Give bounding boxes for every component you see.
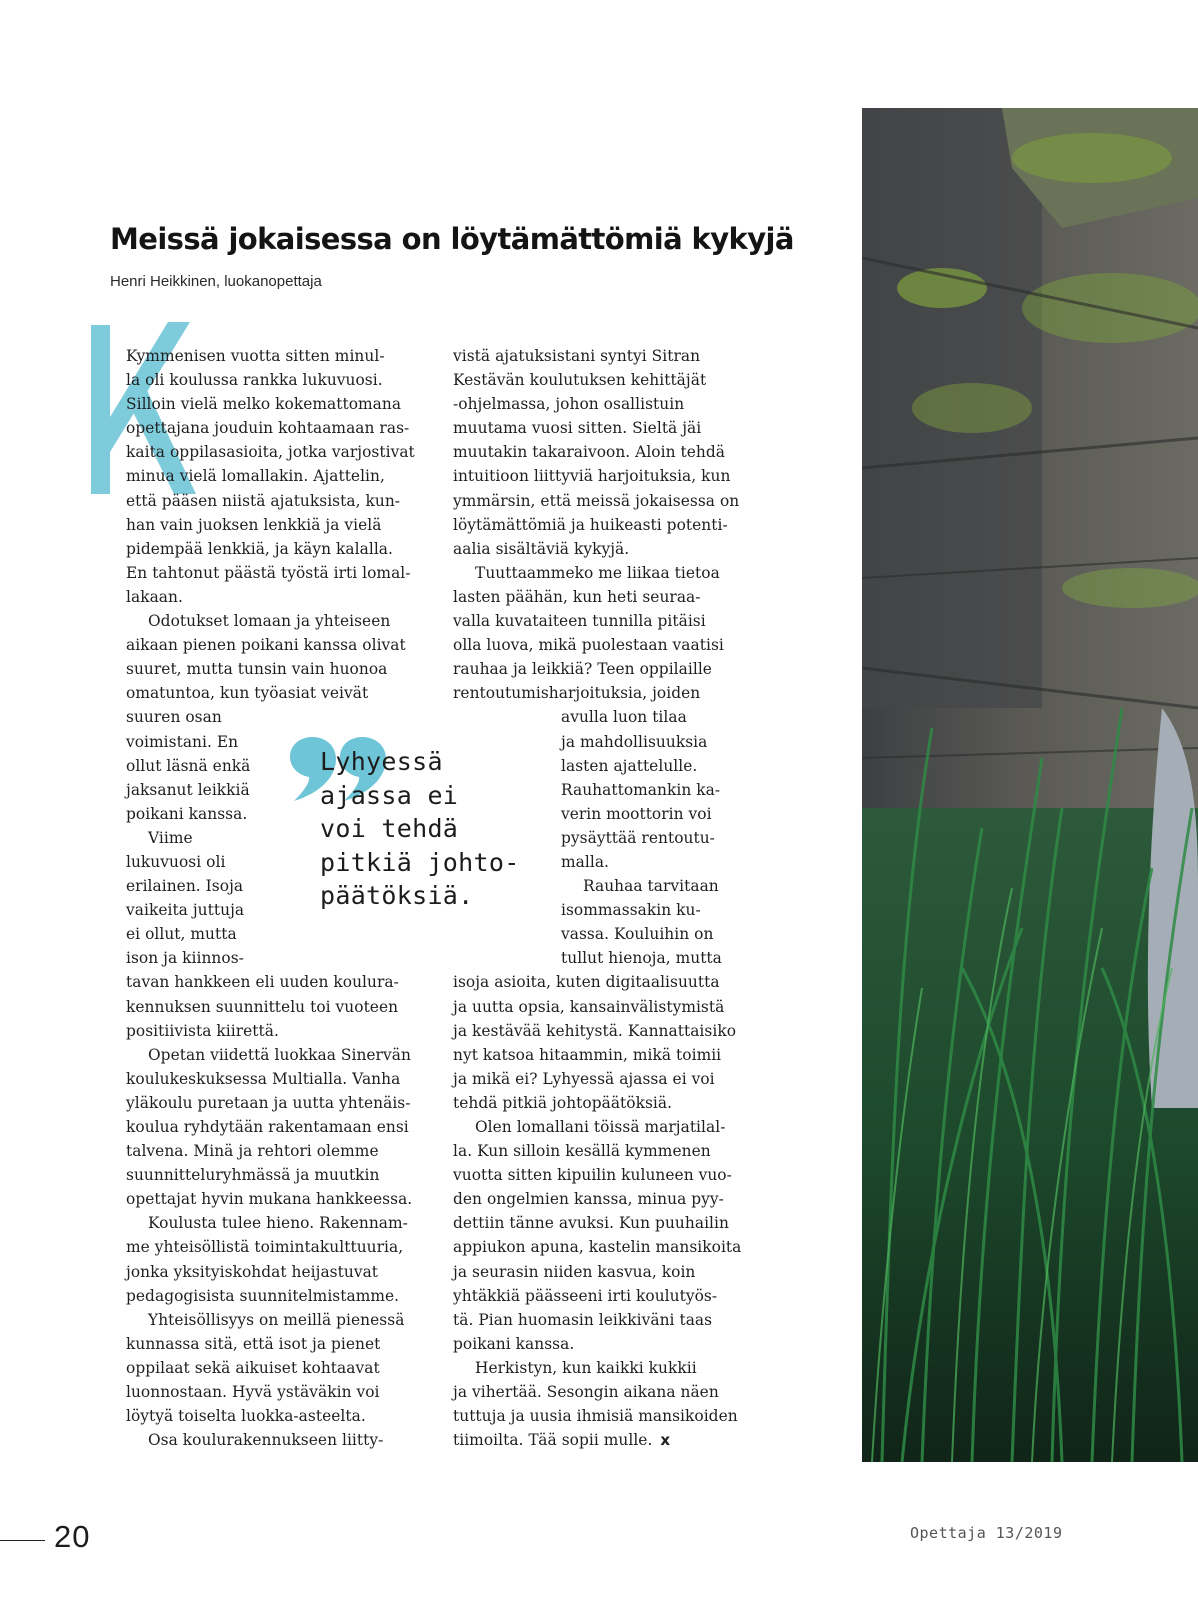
text-line [126, 1332, 415, 1356]
text-line-content: poikani kanssa. [126, 804, 248, 823]
text-line [126, 681, 415, 705]
text-line [126, 1187, 415, 1211]
text-line-content: oppilaat sekä aikuiset kohtaavat [126, 1358, 380, 1377]
end-mark-icon: x [660, 1431, 671, 1450]
text-line-content: valla kuvataiteen tunnilla pitäisi [453, 612, 706, 631]
text-line-content: vassa. Kouluihin on [561, 925, 714, 944]
text-line [126, 1428, 415, 1452]
text-line [453, 464, 741, 488]
text-line [126, 922, 415, 946]
text-line-content: appiukon apuna, kastelin mansikoita [453, 1238, 742, 1257]
text-line-content: tiimoilta. Tää sopii mulle. [453, 1431, 653, 1450]
text-line-content: kennuksen suunnittelu toi vuoteen [126, 997, 399, 1016]
text-line-content: suuret, mutta tunsin vain huonoa [126, 660, 388, 679]
text-line-content: että pääsen niistä ajatuksista, kun- [126, 491, 401, 510]
text-line [453, 1260, 741, 1284]
pull-quote-line: päätöksiä. [320, 881, 474, 910]
text-line [126, 416, 415, 440]
text-line-content: ja mahdollisuuksia [561, 732, 708, 751]
text-line [453, 1356, 741, 1380]
text-line-content: me yhteisöllistä toimintakulttuuria, [126, 1238, 404, 1257]
text-line [126, 826, 415, 850]
text-line [453, 1380, 741, 1404]
text-line [126, 392, 415, 416]
text-line [453, 585, 741, 609]
text-line-content: Olen lomallani töissä marjatilal- [475, 1118, 726, 1136]
article-column-1 [126, 344, 415, 1452]
text-line-content: ison ja kiinnos- [126, 949, 244, 968]
text-line-content: pidempää lenkkiä, ja käyn kalalla. [126, 539, 393, 558]
text-line [453, 537, 741, 561]
text-line-content: avulla luon tilaa [561, 708, 687, 727]
text-line-content: lukuvuosi oli [126, 852, 226, 871]
text-line-content: erilainen. Isoja [126, 877, 244, 896]
text-line-content: la. Kun silloin kesällä kymmenen [453, 1142, 711, 1161]
text-line-content: kunnassa sitä, että isot ja pienet [126, 1334, 381, 1353]
text-line [126, 1356, 415, 1380]
text-line-content: Rauhattomankin ka- [561, 780, 721, 799]
drop-cap-stem [91, 325, 110, 494]
text-line [453, 440, 741, 464]
text-line-content: löytämättömiä ja huikeasti potenti- [453, 515, 728, 534]
text-line [453, 1067, 741, 1091]
text-line-content: ei ollut, mutta [126, 925, 237, 944]
text-line [453, 1332, 741, 1356]
text-line [453, 489, 741, 513]
text-line-content: ja vihertää. Sesongin aikana näen [453, 1383, 719, 1402]
text-line-content: ja kestävää kehitystä. Kannattaisiko [453, 1021, 737, 1040]
text-line [126, 1284, 415, 1308]
text-line [126, 344, 415, 368]
text-line-content: lasten ajattelulle. [561, 756, 698, 775]
text-line-content: rauhaa ja leikkiä? Teen oppilaille [453, 660, 712, 679]
text-line-content: rentoutumisharjoituksia, joiden [453, 684, 701, 703]
text-line-content: dettiin tänne avuksi. Kun puuhailin [453, 1214, 729, 1233]
text-line-content: talvena. Minä ja rehtori olemme [126, 1142, 379, 1161]
text-line [126, 440, 415, 464]
article-title: Meissä jokaisessa on löytämättömiä kykyjä [110, 222, 794, 256]
text-line [453, 1284, 741, 1308]
text-line-content: isoja asioita, kuten digitaalisuutta [453, 973, 720, 992]
text-line-content: yläkoulu puretaan ja uutta yhtenäis- [126, 1093, 411, 1112]
text-line-content: Kestävän koulutuksen kehittäjät [453, 371, 707, 390]
article-column-2 [453, 344, 741, 1452]
pull-quote-line: pitkiä johto- [320, 847, 520, 877]
text-line [453, 874, 741, 898]
text-line-content: ja seurasin niiden kasvua, koin [453, 1262, 696, 1281]
text-line-content: nyt katsoa hitaammin, mikä toimii [453, 1045, 722, 1064]
text-line [126, 1019, 415, 1043]
text-line-content: luonnostaan. Hyvä ystäväkin voi [126, 1383, 380, 1402]
text-line-content: tuttuja ja uusia ihmisiä mansikoiden [453, 1407, 738, 1426]
text-line-content: vistä ajatuksistani syntyi Sitran [453, 347, 701, 365]
text-line [453, 1115, 741, 1139]
article-photo [862, 108, 1198, 1462]
text-line [453, 633, 741, 657]
text-line-content: koulua ryhdytään rakentamaan ensi [126, 1118, 409, 1136]
text-line [453, 1163, 741, 1187]
text-line [453, 1043, 741, 1067]
pull-quote-line: Lyhyessä [320, 747, 443, 776]
text-line [453, 995, 741, 1019]
text-line [126, 802, 415, 826]
text-line-content: löytyä toiselta luokka-asteelta. [126, 1407, 366, 1426]
text-line-content: ja uutta opsia, kansainvälistymistä [453, 997, 725, 1016]
text-line-content: isommassakin ku- [561, 901, 701, 920]
text-line-content: opettajana jouduin kohtaamaan ras- [126, 419, 410, 438]
text-line [453, 561, 741, 585]
text-line [126, 1043, 415, 1067]
text-line-content: suunnitteluryhmässä ja muutkin [126, 1166, 380, 1185]
text-line-content: kaita oppilasasioita, jotka varjostivat [126, 443, 415, 462]
text-line [126, 561, 415, 585]
text-line-content: lakaan. [126, 587, 183, 606]
text-line-content: En tahtonut päästä työstä irti lomal- [126, 563, 411, 582]
text-line-content: Rauhaa tarvitaan [583, 877, 719, 896]
text-line [126, 946, 415, 970]
pull-quote-line: ajassa ei [320, 780, 459, 810]
magazine-issue: Opettaja 13/2019 [910, 1524, 1063, 1542]
folio-rule [0, 1540, 45, 1541]
text-line [453, 850, 741, 874]
text-line-content: tavan hankkeen eli uuden koulura- [126, 973, 399, 992]
text-line [126, 1380, 415, 1404]
text-line-content: lasten päähän, kun heti seuraa- [453, 587, 701, 606]
text-line [126, 1091, 415, 1115]
text-line [126, 1067, 415, 1091]
text-line-content: Koulusta tulee hieno. Rakennam- [148, 1214, 408, 1233]
text-line [453, 609, 741, 633]
text-line [126, 1260, 415, 1284]
text-line-content: aikaan pienen poikani kanssa olivat [126, 636, 406, 655]
text-line-content: jonka yksityiskohdat heijastuvat [126, 1262, 379, 1281]
text-line-content: ollut läsnä enkä [126, 756, 251, 775]
text-line-content: poikani kanssa. [453, 1334, 575, 1353]
text-line [126, 489, 415, 513]
text-line [126, 1211, 415, 1235]
text-line-content: Kymmenisen vuotta sitten minul- [126, 347, 385, 365]
text-line [453, 681, 741, 705]
text-line-content: ymmärsin, että meissä jokaisessa on [453, 491, 740, 510]
text-line-content: suuren osan [126, 708, 222, 727]
text-line [453, 730, 741, 754]
text-line [126, 464, 415, 488]
text-line-content: han vain juoksen lenkkiä ja vielä [126, 515, 382, 534]
text-line-content: verin moottorin voi [561, 804, 712, 823]
text-line [126, 730, 415, 754]
text-line-content: positiivista kiirettä. [126, 1021, 279, 1040]
text-line [453, 922, 741, 946]
text-line-content: tä. Pian huomasin leikkiväni taas [453, 1310, 713, 1329]
text-line [453, 368, 741, 392]
text-line [126, 1163, 415, 1187]
text-line [453, 705, 741, 729]
text-line-content: Yhteisöllisyys on meillä pienessä [148, 1310, 405, 1329]
text-line [126, 1235, 415, 1259]
text-line-content: intuitioon liittyviä harjoituksia, kun [453, 467, 731, 486]
text-line [126, 657, 415, 681]
text-line [453, 898, 741, 922]
text-line-content: pysäyttää rentoutu- [561, 828, 715, 847]
text-line-content: Viime [148, 828, 193, 847]
text-line [453, 946, 741, 970]
text-line [126, 970, 415, 994]
text-line [453, 657, 741, 681]
text-line-content: koulukeskuksessa Multialla. Vanha [126, 1069, 401, 1088]
text-line [126, 585, 415, 609]
text-line [126, 898, 415, 922]
text-line [453, 344, 741, 368]
text-line-content: muutakin takaraivoon. Aloin tehdä [453, 443, 725, 462]
text-line [126, 850, 415, 874]
text-line [126, 778, 415, 802]
text-line [453, 1308, 741, 1332]
text-line-content: Osa koulurakennukseen liitty- [148, 1431, 384, 1450]
text-line [453, 1091, 741, 1115]
text-line-content: yhtäkkiä päässeeni irti koulutyös- [453, 1286, 718, 1305]
text-line [453, 1019, 741, 1043]
text-line-content: Tuuttaammeko me liikaa tietoa [475, 563, 720, 582]
text-line-content: omatuntoa, kun työasiat veivät [126, 684, 369, 703]
text-line-content: Opetan viidettä luokkaa Sinervän [148, 1045, 411, 1064]
text-line-content: jaksanut leikkiä [126, 780, 250, 799]
text-line [126, 874, 415, 898]
text-line [453, 802, 741, 826]
text-line-content: vaikeita juttuja [126, 901, 245, 920]
pull-quote-line: voi tehdä [320, 814, 459, 843]
text-line-content: minua vielä lomallakin. Ajattelin, [126, 467, 385, 486]
text-line-content: Silloin vielä melko kokemattomana [126, 395, 402, 414]
text-line-content: vuotta sitten kipuilin kuluneen vuo- [453, 1166, 732, 1185]
text-line [126, 1139, 415, 1163]
text-line-content: opettajat hyvin mukana hankkeessa. [126, 1190, 413, 1209]
text-line [453, 970, 741, 994]
text-line [126, 537, 415, 561]
text-line [453, 1428, 741, 1452]
text-line [453, 392, 741, 416]
text-line [126, 1404, 415, 1428]
text-line [126, 1308, 415, 1332]
text-line [453, 513, 741, 537]
text-line [453, 1139, 741, 1163]
text-line-content: aalia sisältäviä kykyjä. [453, 539, 630, 558]
text-line-content: olla luova, mikä puolestaan vaatisi [453, 636, 724, 655]
text-line [453, 1235, 741, 1259]
text-line [126, 705, 415, 729]
text-line-content: Herkistyn, kun kaikki kukkii [475, 1358, 697, 1377]
text-line-content: den ongelmien kanssa, minua pyy- [453, 1190, 724, 1209]
text-line [126, 754, 415, 778]
text-line [126, 995, 415, 1019]
text-line [126, 513, 415, 537]
text-line [126, 1115, 415, 1139]
text-line-content: tehdä pitkiä johtopäätöksiä. [453, 1093, 673, 1112]
text-line [453, 778, 741, 802]
text-line-content: muutama vuosi sitten. Sieltä jäi [453, 419, 702, 438]
page-number: 20 [54, 1519, 91, 1554]
text-line [453, 1404, 741, 1428]
text-line-content: tullut hienoja, mutta [561, 949, 722, 968]
text-line-content: Odotukset lomaan ja yhteiseen [148, 612, 391, 631]
text-line [453, 826, 741, 850]
text-line [126, 633, 415, 657]
text-line [126, 368, 415, 392]
text-line-content: pedagogisista suunnitelmistamme. [126, 1286, 400, 1305]
article-byline: Henri Heikkinen, luokanopettaja [110, 273, 322, 290]
text-line-content: ja mikä ei? Lyhyessä ajassa ei voi [453, 1069, 715, 1088]
text-line [453, 1211, 741, 1235]
text-line [453, 754, 741, 778]
text-line-content: la oli koulussa rankka lukuvuosi. [126, 371, 383, 390]
text-line-content: voimistani. En [126, 732, 239, 751]
text-line-content: malla. [561, 852, 609, 871]
text-line [126, 609, 415, 633]
text-line [453, 416, 741, 440]
text-line-content: -ohjelmassa, johon osallistuin [453, 395, 685, 414]
text-line [453, 1187, 741, 1211]
